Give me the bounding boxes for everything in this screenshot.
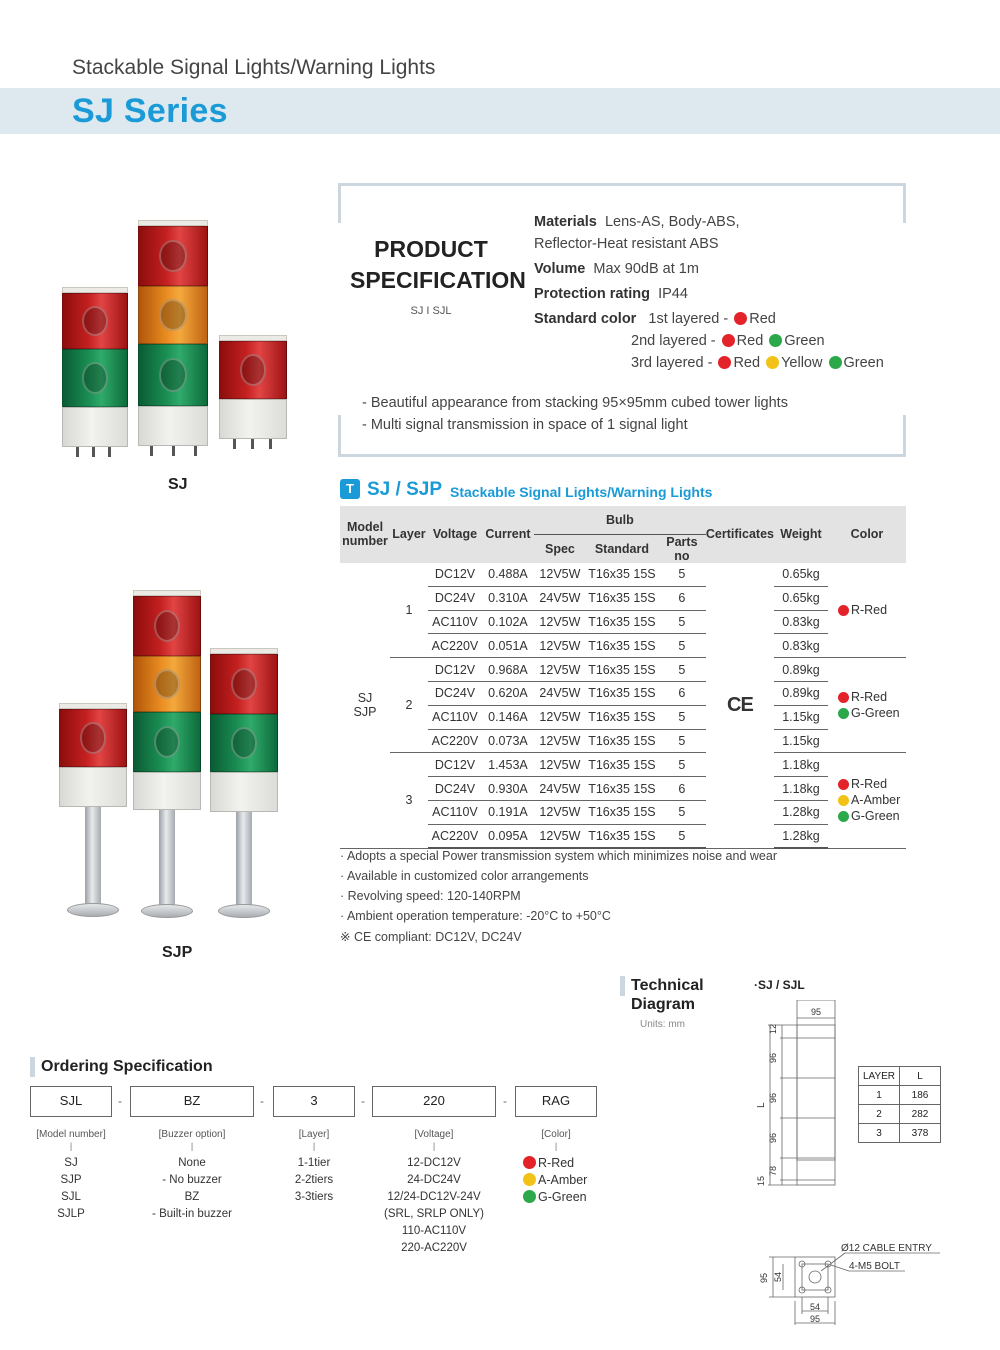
voltage-cell: AC110V: [428, 800, 482, 824]
spec-cell: 12V5W: [534, 753, 586, 777]
dim-95-bottom: 95: [809, 1314, 821, 1324]
order-item: SJ: [64, 1157, 78, 1169]
note-2: · Available in customized color arrangements: [340, 869, 589, 883]
standard-cell: T16x35 15S: [586, 563, 658, 587]
order-col-buzzer: [130, 1129, 254, 1223]
layer-cell: 3: [859, 1124, 900, 1143]
order-col-model: [30, 1129, 112, 1223]
note-1: · Adopts a special Power transmission system which minimizes noise and wear: [340, 849, 777, 863]
order-category: [Model number]: [36, 1129, 106, 1140]
protection-value: IP44: [658, 286, 688, 302]
note-4: · Ambient operation temperature: -20°C to +50°C: [340, 909, 611, 923]
layer2-label: 2nd layered -: [631, 333, 716, 349]
th-certificates: Certificates: [706, 506, 774, 563]
voltage-cell: DC24V: [428, 586, 482, 610]
sj-image-label: SJ: [168, 476, 188, 493]
ordering-title: Ordering Specification: [41, 1058, 213, 1075]
order-item: 24-DC24V: [407, 1174, 461, 1186]
sj-lamp-2tier: [62, 287, 128, 467]
current-cell: 0.488A: [482, 563, 534, 587]
red-dot-icon: [838, 605, 849, 616]
color-cell: [828, 563, 906, 658]
sjp-product-image: [55, 590, 305, 925]
green-dot-icon: [838, 811, 849, 822]
side-view-drawing: [740, 1000, 860, 1200]
th-current: Current: [482, 506, 534, 563]
order-category: [Color]: [541, 1129, 571, 1140]
order-item: SJLP: [57, 1208, 85, 1220]
spec-cell: 24V5W: [534, 777, 586, 801]
voltage-cell: AC220V: [428, 729, 482, 753]
red-dot-icon: [523, 1156, 536, 1169]
standard-cell: T16x35 15S: [586, 658, 658, 682]
dim-95-side: 95: [759, 1272, 769, 1283]
color-yellow: Yellow: [781, 355, 823, 371]
standard-color-label: Standard color: [534, 311, 637, 327]
bolt-label: 4-M5 BOLT: [849, 1261, 900, 1272]
note-5: ※ CE compliant: DC12V, DC24V: [340, 930, 522, 944]
weight-cell: 1.28kg: [774, 824, 828, 848]
parts-cell: 5: [658, 610, 706, 634]
order-item: 3-3tiers: [294, 1191, 334, 1203]
parts-cell: 6: [658, 586, 706, 610]
order-box-layer: 3: [273, 1086, 355, 1117]
layer-table-header-layer: LAYER: [859, 1067, 900, 1086]
ordering-accent-bar: [30, 1057, 35, 1077]
tech-title-line1: Technical: [631, 977, 704, 994]
order-pipe: |: [69, 1141, 73, 1151]
order-category: [Buzzer option]: [158, 1129, 226, 1140]
th-bulb: Bulb: [534, 506, 706, 534]
color-option: [836, 808, 906, 824]
tech-model: ·SJ / SJL: [754, 978, 805, 992]
parts-cell: 5: [658, 563, 706, 587]
order-item: 110-AC110V: [401, 1225, 467, 1237]
weight-cell: 1.28kg: [774, 800, 828, 824]
spec-heading-line1: PRODUCT: [374, 236, 488, 262]
standard-cell: T16x35 15S: [586, 824, 658, 848]
parts-cell: 5: [658, 705, 706, 729]
table-row: [340, 753, 906, 777]
color-red: Red: [736, 333, 764, 349]
voltage-cell: AC220V: [428, 634, 482, 658]
order-box-model: SJL: [30, 1086, 112, 1117]
volume-label: Volume: [534, 261, 586, 277]
red-dot-icon: [722, 334, 735, 347]
feature-2: - Multi signal transmission in space of 1 signal light: [362, 417, 688, 433]
color-option: [836, 776, 906, 792]
weight-cell: 0.65kg: [774, 563, 828, 587]
red-dot-icon: [838, 779, 849, 790]
order-col-layer: [273, 1129, 355, 1206]
protection-label: Protection rating: [534, 286, 651, 302]
order-category: [Voltage]: [414, 1129, 454, 1140]
th-parts: Parts no: [658, 534, 706, 563]
order-dash: -: [503, 1094, 507, 1108]
sj-lamp-1tier: [219, 335, 287, 465]
order-col-voltage: [372, 1129, 496, 1257]
spec-cell: 12V5W: [534, 563, 586, 587]
ce-mark-icon: CE: [706, 563, 774, 849]
length-cell: 186: [900, 1086, 941, 1105]
green-dot-icon: [838, 708, 849, 719]
volume-value: Max 90dB at 1m: [593, 261, 699, 277]
color-option: [836, 689, 906, 705]
current-cell: 0.146A: [482, 705, 534, 729]
order-item: - Built-in buzzer: [152, 1208, 232, 1220]
th-spec: Spec: [534, 534, 586, 563]
voltage-cell: DC12V: [428, 658, 482, 682]
model-cell: SJ SJP: [340, 563, 390, 849]
yellow-dot-icon: [838, 795, 849, 806]
spec-heading-line2: SPECIFICATION: [350, 267, 526, 293]
weight-cell: 1.15kg: [774, 705, 828, 729]
table-title: SJ / SJP: [367, 479, 442, 500]
layer-cell: 2: [859, 1105, 900, 1124]
dim-78: 78: [768, 1165, 778, 1176]
color-cell: [828, 658, 906, 753]
spec-heading: [350, 234, 526, 296]
spec-materials: [534, 214, 740, 230]
current-cell: 0.191A: [482, 800, 534, 824]
spec-cell: 12V5W: [534, 705, 586, 729]
order-item: (SRL, SRLP ONLY): [384, 1208, 484, 1220]
order-dash: -: [260, 1094, 264, 1108]
voltage-cell: DC24V: [428, 777, 482, 801]
voltage-cell: DC24V: [428, 681, 482, 705]
sjp-lamp-2tier: [210, 648, 278, 925]
weight-cell: 0.65kg: [774, 586, 828, 610]
voltage-cell: AC110V: [428, 610, 482, 634]
th-model: Model number: [340, 506, 390, 563]
layer3-label: 3rd layered -: [631, 355, 713, 371]
color-cell: [828, 753, 906, 848]
order-item: BZ: [184, 1191, 200, 1203]
dim-L: L: [756, 1102, 767, 1108]
standard-cell: T16x35 15S: [586, 800, 658, 824]
color-green: Green: [843, 355, 884, 371]
spec-cell: 24V5W: [534, 586, 586, 610]
spec-cell: 12V5W: [534, 729, 586, 753]
standard-cell: T16x35 15S: [586, 753, 658, 777]
order-pipe: |: [554, 1141, 558, 1151]
tech-title-line2: Diagram: [631, 996, 696, 1013]
order-item: SJL: [61, 1191, 81, 1203]
current-cell: 0.620A: [482, 681, 534, 705]
current-cell: 0.968A: [482, 658, 534, 682]
parts-cell: 5: [658, 658, 706, 682]
th-standard: Standard: [586, 534, 658, 563]
spec-layer3: [631, 355, 884, 371]
spec-volume: [534, 261, 699, 277]
spec-protection: [534, 286, 688, 302]
order-box-buzzer: BZ: [130, 1086, 254, 1117]
current-cell: 0.051A: [482, 634, 534, 658]
layer-cell: 1: [390, 563, 428, 658]
dim-95-top: 95: [810, 1007, 822, 1017]
order-color-amber: A-Amber: [515, 1172, 597, 1189]
dim-15: 15: [756, 1175, 766, 1186]
weight-cell: 0.83kg: [774, 610, 828, 634]
sj-product-image: [55, 215, 305, 465]
order-dash: -: [361, 1094, 365, 1108]
table-row: [340, 563, 906, 587]
sjp-image-label: SJP: [162, 944, 193, 961]
page-subtitle: Stackable Signal Lights/Warning Lights: [72, 56, 436, 79]
table-row: [340, 658, 906, 682]
color-red: Red: [733, 355, 761, 371]
weight-cell: 1.18kg: [774, 753, 828, 777]
order-color-red: R-Red: [515, 1155, 597, 1172]
th-weight: Weight: [774, 506, 828, 563]
bottom-view-drawing: [745, 1235, 955, 1330]
color-option: [836, 602, 906, 618]
weight-cell: 0.89kg: [774, 658, 828, 682]
color-label: R-Red: [850, 602, 888, 617]
order-pipe: |: [432, 1141, 436, 1151]
dim-96-c: 96: [768, 1132, 778, 1143]
spec-cell: 12V5W: [534, 824, 586, 848]
parts-cell: 5: [658, 800, 706, 824]
standard-cell: T16x35 15S: [586, 681, 658, 705]
dim-96-b: 96: [768, 1092, 778, 1103]
spec-models: SJ I SJL: [410, 305, 452, 317]
order-pipe: |: [312, 1141, 316, 1151]
order-box-voltage: 220: [372, 1086, 496, 1117]
cable-entry-label: Ø12 CABLE ENTRY: [841, 1243, 932, 1254]
order-color-green: G-Green: [515, 1189, 597, 1206]
color-option: [836, 705, 906, 721]
page-title: SJ Series: [72, 92, 228, 130]
weight-cell: 1.18kg: [774, 777, 828, 801]
layer-cell: 3: [390, 753, 428, 848]
color-label: G-Green: [850, 706, 900, 721]
th-voltage: Voltage: [428, 506, 482, 563]
order-item: 1-1tier: [297, 1157, 331, 1169]
green-dot-icon: [829, 356, 842, 369]
color-label: G-Green: [850, 809, 900, 824]
order-pipe: |: [190, 1141, 194, 1151]
dim-54-bottom: 54: [809, 1302, 821, 1312]
materials-value2: Reflector-Heat resistant ABS: [534, 236, 719, 252]
voltage-cell: DC12V: [428, 563, 482, 587]
order-item: SJP: [60, 1174, 82, 1186]
red-dot-icon: [734, 312, 747, 325]
yellow-dot-icon: [766, 356, 779, 369]
order-category: [Layer]: [298, 1129, 330, 1140]
layer-cell: 1: [859, 1086, 900, 1105]
length-cell: 282: [900, 1105, 941, 1124]
note-3: · Revolving speed: 120-140RPM: [340, 889, 521, 903]
spec-layer2: [631, 333, 825, 349]
tech-units: Units: mm: [640, 1019, 685, 1030]
th-color: Color: [828, 506, 906, 563]
color-green: Green: [784, 333, 825, 349]
standard-cell: T16x35 15S: [586, 634, 658, 658]
green-dot-icon: [523, 1190, 536, 1203]
order-item: None: [178, 1157, 206, 1169]
dim-54-side: 54: [773, 1271, 783, 1282]
standard-cell: T16x35 15S: [586, 777, 658, 801]
order-item: - No buzzer: [162, 1174, 222, 1186]
color-label: R-Red: [850, 777, 888, 792]
order-dash: -: [118, 1094, 122, 1108]
current-cell: 0.310A: [482, 586, 534, 610]
order-col-color: [515, 1129, 597, 1206]
red-dot-icon: [838, 692, 849, 703]
layer-table-header-l: L: [900, 1067, 941, 1086]
weight-cell: 0.83kg: [774, 634, 828, 658]
tower-light-icon: T: [340, 479, 360, 499]
spec-cell: 24V5W: [534, 681, 586, 705]
current-cell: 0.073A: [482, 729, 534, 753]
standard-cell: T16x35 15S: [586, 610, 658, 634]
color-option: [836, 792, 906, 808]
parts-cell: 6: [658, 681, 706, 705]
voltage-cell: AC110V: [428, 705, 482, 729]
sj-lamp-3tier: [138, 220, 208, 460]
current-cell: 1.453A: [482, 753, 534, 777]
spec-cell: 12V5W: [534, 634, 586, 658]
layer-cell: 2: [390, 658, 428, 753]
weight-cell: 1.15kg: [774, 729, 828, 753]
tech-title: [631, 976, 704, 1014]
spec-standard-color: [534, 311, 776, 327]
tech-accent-bar: [620, 976, 625, 996]
standard-cell: T16x35 15S: [586, 705, 658, 729]
order-item: 12/24-DC12V-24V: [387, 1191, 481, 1203]
length-cell: 378: [900, 1124, 941, 1143]
parts-cell: 5: [658, 753, 706, 777]
green-dot-icon: [769, 334, 782, 347]
order-item: 2-2tiers: [294, 1174, 334, 1186]
dim-12: 12: [768, 1023, 778, 1034]
parts-cell: 5: [658, 729, 706, 753]
parts-cell: 5: [658, 824, 706, 848]
spec-cell: 12V5W: [534, 800, 586, 824]
th-layer: Layer: [390, 506, 428, 563]
sjp-lamp-3tier: [133, 590, 201, 925]
weight-cell: 0.89kg: [774, 681, 828, 705]
amber-dot-icon: [523, 1173, 536, 1186]
voltage-cell: DC12V: [428, 753, 482, 777]
spec-cell: 12V5W: [534, 658, 586, 682]
materials-value1: Lens-AS, Body-ABS,: [604, 214, 740, 230]
standard-cell: T16x35 15S: [586, 586, 658, 610]
red-dot-icon: [718, 356, 731, 369]
order-box-color: RAG: [515, 1086, 597, 1117]
sjp-lamp-1tier: [59, 703, 127, 925]
color-label: R-Red: [850, 690, 888, 705]
feature-1: - Beautiful appearance from stacking 95×95mm cubed tower lights: [362, 395, 788, 411]
spec-cell: 12V5W: [534, 610, 586, 634]
voltage-cell: AC220V: [428, 824, 482, 848]
order-item: 220-AC220V: [401, 1242, 467, 1254]
table-subtitle: Stackable Signal Lights/Warning Lights: [450, 484, 713, 500]
current-cell: 0.930A: [482, 777, 534, 801]
order-item: 12-DC12V: [407, 1157, 461, 1169]
parts-cell: 6: [658, 777, 706, 801]
layer1-label: 1st layered -: [648, 311, 729, 327]
materials-label: Materials: [534, 214, 597, 230]
current-cell: 0.095A: [482, 824, 534, 848]
parts-cell: 5: [658, 634, 706, 658]
current-cell: 0.102A: [482, 610, 534, 634]
dim-96-a: 96: [768, 1052, 778, 1063]
spec-table: [340, 506, 906, 849]
color-red: Red: [749, 311, 776, 327]
standard-cell: T16x35 15S: [586, 729, 658, 753]
layer-table: [858, 1066, 941, 1143]
color-label: A-Amber: [850, 793, 901, 808]
